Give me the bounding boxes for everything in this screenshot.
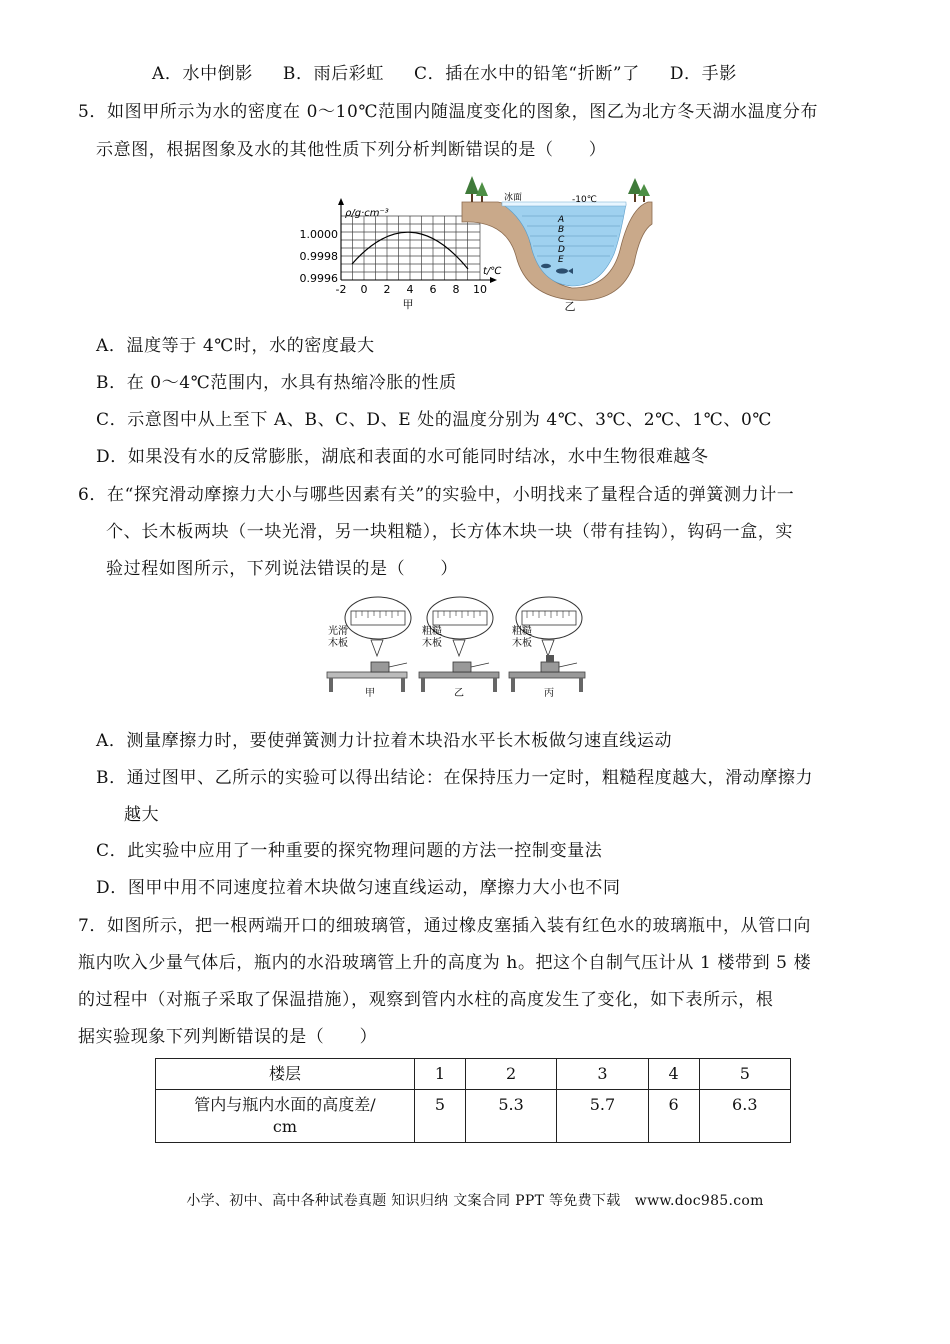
x-axis-label: t/℃ (483, 266, 502, 277)
y-axis-arrow (338, 198, 344, 205)
rough-board2-label-2: 木板 (512, 638, 532, 649)
q6-stem-line2: 个、长木板两块（一块光滑，另一块粗糙），长方体木块一块（带有挂钩），钩码一盒，实 (106, 522, 793, 542)
caption-jia-6: 甲 (365, 688, 375, 699)
table-cell-floor-1: 1 (415, 1059, 466, 1090)
q4-options (152, 62, 761, 86)
weight-bing (546, 655, 554, 662)
lake-diagram (462, 176, 652, 313)
q6-option-b-line1: B．通过图甲、乙所示的实验可以得出结论：在保持压力一定时，粗糙程度越大，滑动摩擦力 (96, 768, 814, 788)
y-tick-3: 0.9996 (299, 272, 338, 285)
board-jia (327, 672, 407, 678)
q6-option-c: C．此实验中应用了一种重要的探究物理问题的方法一控制变量法 (96, 841, 603, 861)
x-tick-6: 8 (452, 283, 460, 296)
caption-yi: 乙 (564, 300, 576, 313)
board-bing (509, 672, 585, 678)
caption-jia: 甲 (402, 298, 414, 311)
y-tick-2: 0.9998 (299, 250, 338, 263)
x-tick-1: -2 (335, 283, 347, 296)
setup-bing (509, 597, 585, 699)
table-cell-height-5: 6.3 (699, 1090, 790, 1143)
q5-figure (290, 172, 660, 314)
q6-option-b-line2: 越大 (124, 805, 160, 825)
spring-scale-bing (522, 611, 576, 625)
table-cell-height-4: 6 (648, 1090, 699, 1143)
q6-option-a: A．测量摩擦力时，要使弹簧测力计拉着木块沿水平长木板做匀速直线运动 (96, 731, 673, 751)
board-yi (419, 672, 499, 678)
q4-option-d: D．手影 (669, 64, 737, 84)
spring-scale-yi (433, 611, 487, 625)
bubble-pointer-bing (542, 640, 554, 656)
q6-stem-line1: 6．在“探究滑动摩擦力大小与哪些因素有关”的实验中，小明找来了量程合适的弹簧测力计一 (78, 485, 795, 505)
q4-option-c: C．插在水中的铅笔“折断”了 (414, 64, 640, 84)
layer-b: B (558, 225, 565, 235)
q6-stem-line3: 验过程如图所示，下列说法错误的是（ ） (106, 559, 458, 579)
table-cell-floor-5: 5 (699, 1059, 790, 1090)
setup-jia (327, 597, 411, 699)
table-cell-height-3: 5.7 (557, 1090, 648, 1143)
q7-stem-line4: 据实验现象下列判断错误的是（ ） (78, 1027, 378, 1047)
x-tick-5: 6 (429, 283, 437, 296)
x-tick-7: 10 (473, 283, 487, 296)
table-header-height (156, 1090, 415, 1143)
table-row-floor (156, 1059, 791, 1090)
layer-c: C (558, 235, 565, 245)
rough-board-label-2: 木板 (422, 638, 442, 649)
y-axis-label: ρ/g·cm⁻³ (345, 208, 389, 219)
y-tick-1: 1.0000 (299, 228, 338, 241)
height-label-line1: 管内与瓶内水面的高度差/ (194, 1095, 376, 1114)
setup-yi (419, 597, 499, 699)
spring-scale-jia (351, 611, 405, 625)
caption-bing-6: 丙 (544, 688, 554, 699)
smooth-board-label-2: 木板 (328, 638, 348, 649)
x-tick-4: 4 (406, 283, 414, 296)
x-axis-arrow (490, 277, 497, 283)
block-jia (371, 662, 389, 672)
table-cell-floor-3: 3 (557, 1059, 648, 1090)
page-footer: 小学、初中、高中各种试卷真题 知识归纳 文案合同 PPT 等免费下载 www.doc985.com (186, 1193, 764, 1209)
table-cell-floor-2: 2 (465, 1059, 556, 1090)
rough-board-label-1: 粗糙 (422, 626, 442, 637)
table-cell-height-2: 5.3 (465, 1090, 556, 1143)
tree-icon-left (465, 176, 488, 202)
table-row-height (156, 1090, 791, 1143)
block-yi (453, 662, 471, 672)
block-bing (541, 662, 559, 672)
q6-figure (325, 592, 587, 700)
q4-option-a: A．水中倒影 (152, 64, 253, 84)
q7-stem-line3: 的过程中（对瓶子采取了保温措施），观察到管内水柱的高度发生了变化，如下表所示，根 (78, 990, 774, 1010)
bubble-pointer-yi (453, 640, 465, 656)
layer-a: A (558, 215, 565, 225)
q5-stem-line2: 示意图，根据图象及水的其他性质下列分析判断错误的是（ ） (96, 140, 607, 160)
air-temp-label: -10℃ (572, 195, 597, 205)
x-tick-2: 0 (360, 283, 368, 296)
q7-stem-line1: 7．如图所示，把一根两端开口的细玻璃管，通过橡皮塞插入装有红色水的玻璃瓶中，从管口向 (78, 916, 812, 936)
q4-option-b: B．雨后彩虹 (282, 64, 384, 84)
q5-option-c: C．示意图中从上至下 A、B、C、D、E 处的温度分别为 4℃、3℃、2℃、1℃、0℃ (96, 410, 772, 430)
height-label-line2: cm (272, 1117, 298, 1136)
ice-label: 冰面 (504, 193, 523, 203)
q5-option-a: A．温度等于 4℃时，水的密度最大 (96, 336, 375, 356)
q5-stem-line1: 5．如图甲所示为水的密度在 0～10℃范围内随温度变化的图象，图乙为北方冬天湖水温度分布 (78, 102, 819, 122)
x-tick-3: 2 (383, 283, 391, 296)
table-cell-height-1: 5 (415, 1090, 466, 1143)
caption-yi-6: 乙 (454, 688, 464, 699)
q5-option-d: D．如果没有水的反常膨胀，湖底和表面的水可能同时结冰，水中生物很难越冬 (96, 447, 709, 467)
bubble-pointer-jia (371, 640, 383, 656)
q7-stem-line2: 瓶内吹入少量气体后，瓶内的水沿玻璃管上升的高度为 h。把这个自制气压计从 1 楼带到 5 楼 (78, 953, 812, 973)
layer-e: E (558, 255, 564, 265)
q6-option-d: D．图甲中用不同速度拉着木块做匀速直线运动，摩擦力大小也不同 (96, 878, 621, 898)
q7-data-table (155, 1058, 791, 1143)
layer-d: D (558, 245, 565, 255)
q5-option-b: B．在 0～4℃范围内，水具有热缩冷胀的性质 (96, 373, 457, 393)
tree-icon-right (628, 178, 650, 202)
smooth-board-label-1: 光滑 (328, 626, 348, 637)
rough-board2-label-1: 粗糙 (512, 626, 532, 637)
chart-grid (341, 216, 480, 280)
table-header-floor: 楼层 (156, 1059, 415, 1090)
table-cell-floor-4: 4 (648, 1059, 699, 1090)
